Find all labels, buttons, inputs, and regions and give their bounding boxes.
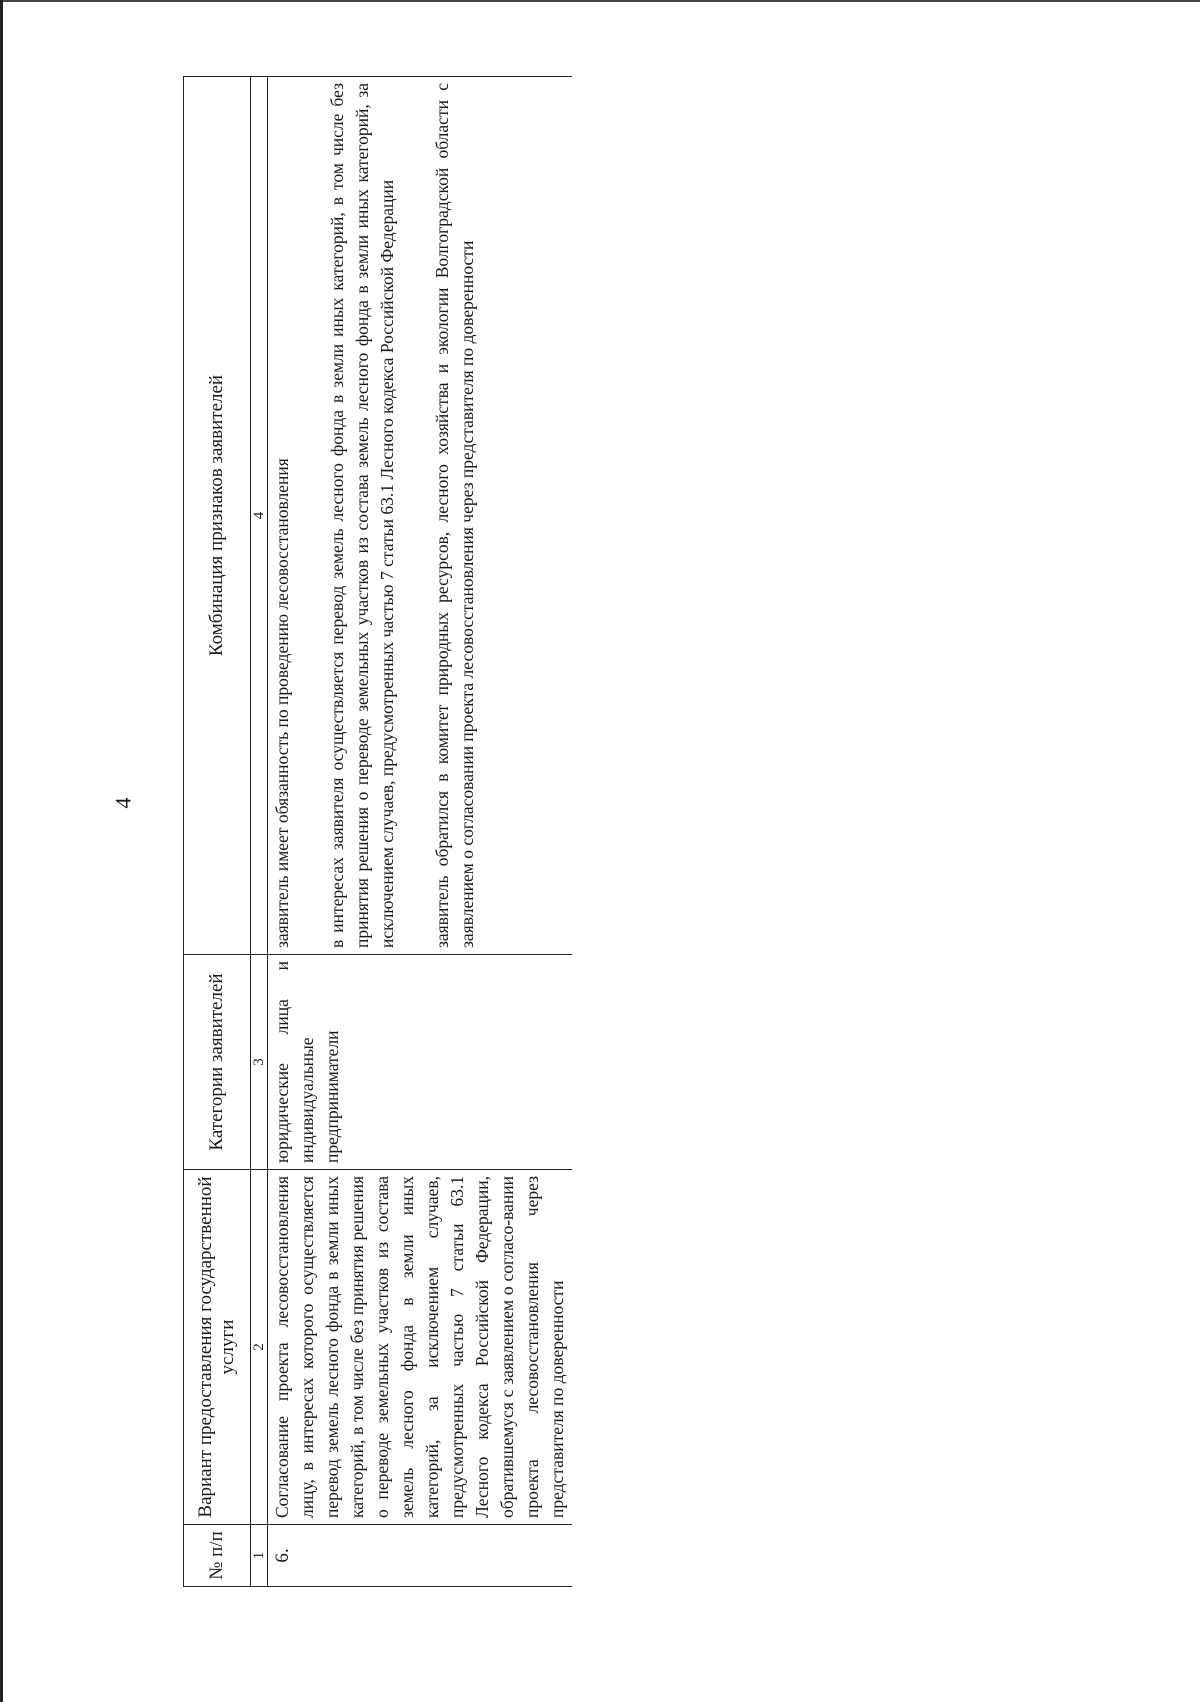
- column-number-4: 4: [251, 77, 268, 955]
- rotated-page-content: [183, 77, 613, 1587]
- feature-item: в интересах заявителя осуществляется перевод земель лесного фонда в земли иных категорий, в том числе без принятия решения о переводе земельных участков из состава земель лесного фонда в земли иных категорий, за исключением случаев, предусмотренных частью 7 статьи 63.1 Лесного кодекса Российской Федерации: [327, 83, 397, 948]
- row-features-cell: [268, 77, 573, 955]
- row-category-text: юридические лица и индивидуальные предприниматели: [268, 955, 573, 1170]
- feature-item: заявитель обратился в комитет природных ресурсов, лесного хозяйства и экологии Волгоградской области с заявлением о согласовании проекта лесовосстановления через представителя по доверенности: [432, 83, 477, 948]
- column-number-3: 3: [251, 955, 268, 1170]
- scan-border-top: [0, 0, 1200, 2]
- feature-spacer: [400, 83, 430, 948]
- column-number-1: 1: [251, 1525, 268, 1587]
- column-number-row: [251, 77, 268, 1587]
- table-row: [268, 77, 573, 1587]
- header-variant: Вариант предоставления государственной услуги: [184, 1170, 251, 1525]
- page-number: 4: [110, 797, 136, 809]
- row-variant-text: Согласование проекта лесовосстановления лицу, в интересах которого осуществляется перевод земель лесного фонда в земли иных категорий, в том числе без принятия решения о переводе земельных участков из состава земель лесного фонда в земли иных категорий, за исключением случаев, предусмотренных частью 7 статьи 63.1 Лесного кодекса Российской Федерации, обратившемуся с заявлением о согласо-вании проекта лесовосстановления через представителя по доверенности: [268, 1170, 573, 1525]
- header-features: Комбинация признаков заявителей: [184, 77, 251, 955]
- table-header-row: [184, 77, 251, 1587]
- header-category: Категории заявителей: [184, 955, 251, 1170]
- scan-border-left: [0, 0, 3, 1702]
- feature-item: заявитель имеет обязанность по проведению лесовосстановления: [272, 458, 292, 948]
- applicant-variants-table: [183, 76, 572, 1587]
- header-number: № п/п: [184, 1525, 251, 1587]
- column-number-2: 2: [251, 1170, 268, 1525]
- row-number: 6.: [268, 1525, 573, 1587]
- feature-spacer: [295, 83, 325, 948]
